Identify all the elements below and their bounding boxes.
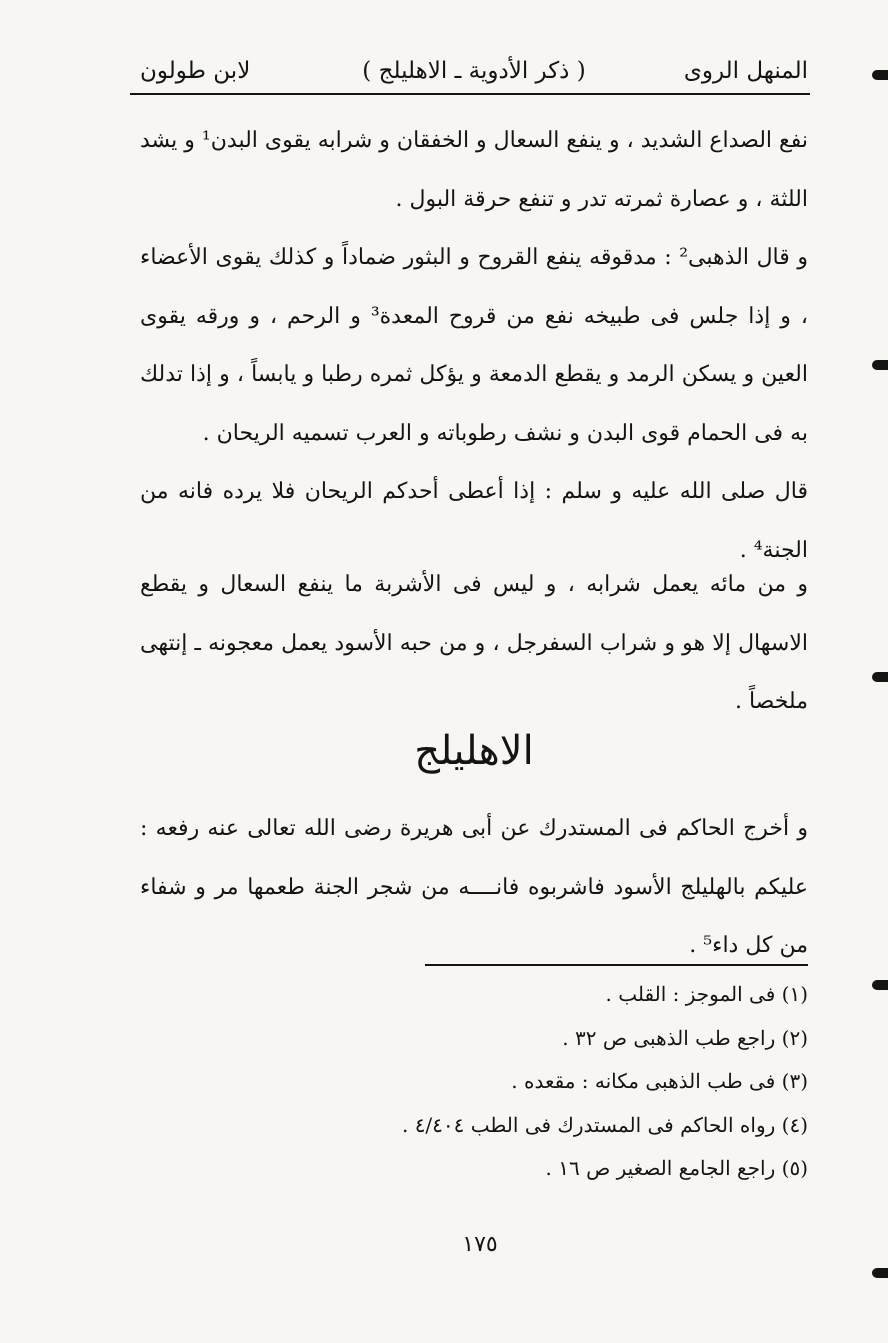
footnote: (٤) رواه الحاكم فى المستدرك فى الطب ٤/٤٠٤ . (401, 1112, 808, 1137)
scan-edge-mark (872, 980, 888, 990)
body-text-top (140, 112, 808, 580)
footnote-rule (425, 964, 808, 966)
scan-edge-mark (872, 70, 888, 80)
paragraph: و قال الذهبى² : مدقوقه ينفع القروح و البثور ضماداً و كذلك يقوى الأعضاء ، و إذا جلس فى طبيخه نفع من قروح المعدة³ و الرحم ، و ورقه يقوى العين و يسكن الرمد و يقطع الدمعة و يؤكل ثمره رطبا و يابساً ، و إذا تدلك به فى الحمام قوى البدن و نشف رطوباته و العرب تسميه الريحان . (140, 245, 808, 446)
scan-edge-mark (872, 1268, 888, 1278)
footnote: (٥) راجع الجامع الصغير ص ١٦ . (545, 1156, 808, 1181)
paragraph: و من مائه يعمل شرابه ، و ليس فى الأشربة ما ينفع السعال و يقطع الاسهال إلا هو و شراب السفرجل ، و من حبه الأسود يعمل معجونه ـ إنتهى ملخصاً . (140, 572, 808, 714)
paragraph: قال صلى الله عليه و سلم : إذا أعطى أحدكم الريحان فلا يرده فانه من الجنة⁴ . (140, 479, 808, 563)
header-book-title: المنهل الروى (683, 58, 808, 84)
footnote: (٢) راجع طب الذهبى ص ٣٢ . (562, 1025, 808, 1050)
footnote: (٣) فى طب الذهبى مكانه : مقعده . (511, 1069, 808, 1094)
page-number: ١٧٥ (462, 1232, 498, 1257)
body-text-bottom (140, 800, 808, 976)
scan-edge-mark (872, 672, 888, 682)
paragraph: و أخرج الحاكم فى المستدرك عن أبى هريرة رضى الله تعالى عنه رفعه : عليكم بالهليلج الأسود فاشربوه فانــــه من شجر الجنة طعمها مر و شفاء من كل داء⁵ . (140, 816, 808, 958)
footnote: (١) فى الموجز : القلب . (605, 982, 808, 1006)
header-author: لابن طولون (140, 58, 251, 84)
section-heading: الاهليلج (414, 728, 534, 774)
scan-edge-mark (872, 360, 888, 370)
header-section: ( ذكر الأدوية ـ الاهليلج ) (362, 58, 586, 84)
header-rule (130, 93, 810, 95)
running-header (140, 44, 808, 94)
paragraph: نفع الصداع الشديد ، و ينفع السعال و الخفقان و شرابه يقوى البدن¹ و يشد اللثة ، و عصارة ثمرته تدر و تنفع حرقة البول . (139, 128, 808, 212)
body-text-middle (140, 556, 808, 732)
footnotes (300, 973, 808, 1191)
